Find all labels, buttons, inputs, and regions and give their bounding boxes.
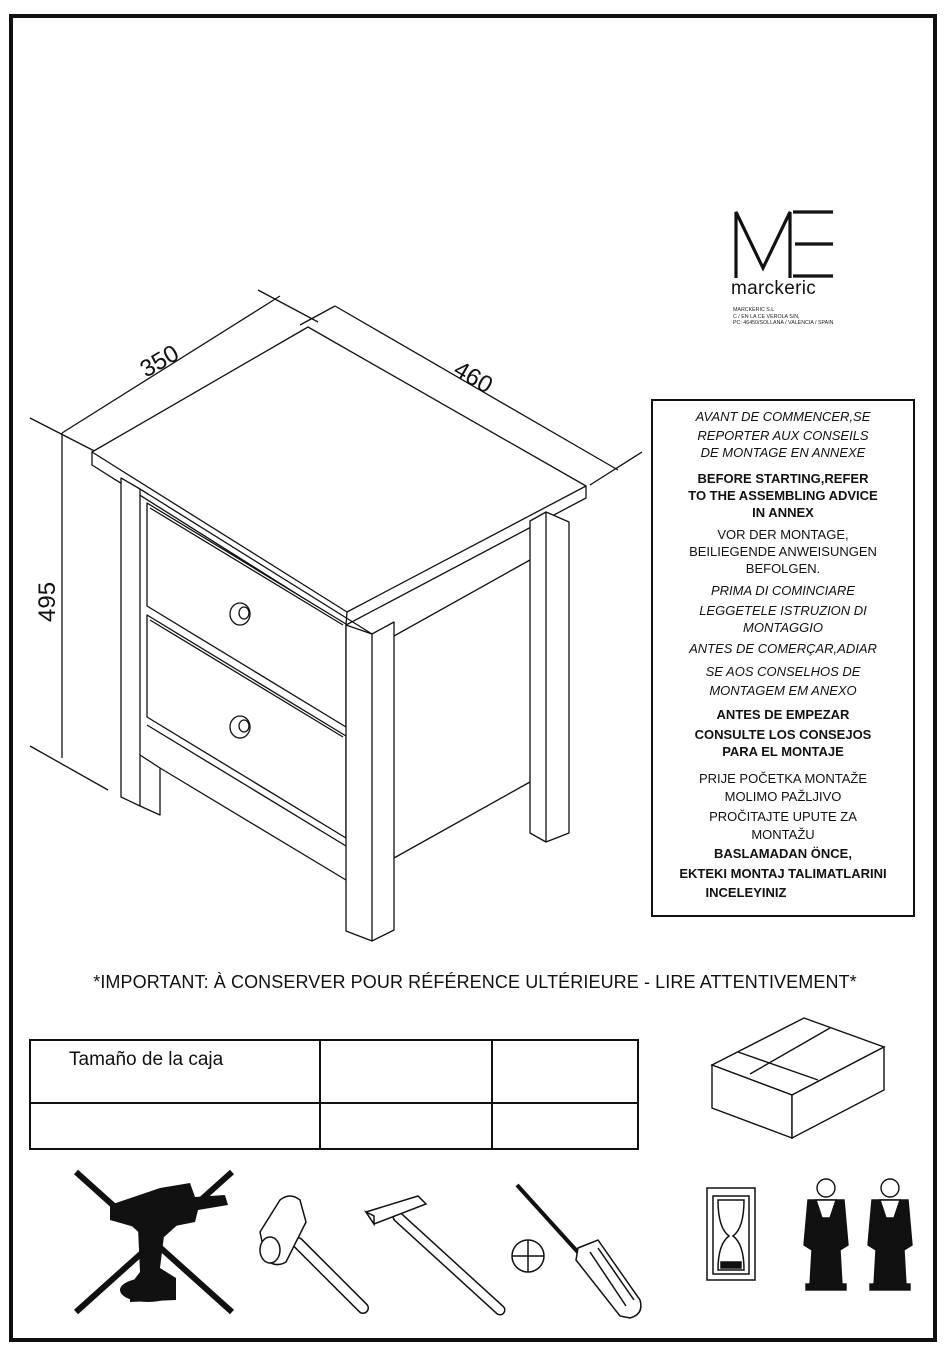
dimension-height: 495 — [34, 581, 61, 622]
hammer-icon — [366, 1196, 500, 1310]
notice-line: TO THE ASSEMBLING ADVICE — [688, 488, 878, 503]
notice-line: VOR DER MONTAGE, — [717, 527, 849, 542]
notice-line: MONTAŽU — [751, 827, 815, 842]
package-box-icon — [712, 1018, 884, 1138]
notice-line: MOLIMO PAŽLJIVO — [724, 789, 842, 804]
address-line: PC: 46450/SOLLANA / VALENCIA / SPAIN — [733, 320, 834, 326]
box-size-cell — [30, 1103, 320, 1149]
notice-line: IN ANNEX — [752, 505, 814, 520]
box-size-cell — [492, 1040, 638, 1103]
notice-line: ANTES DE EMPEZAR — [716, 707, 850, 722]
notice-line: SE AOS CONSELHOS DE — [705, 664, 861, 679]
brand-name: marckeric — [731, 278, 817, 299]
box-size-cell — [320, 1040, 492, 1103]
notice-line: PROČITAJTE UPUTE ZA — [709, 809, 857, 824]
phillips-screwdriver-icon — [512, 1185, 641, 1318]
notice-line: CONSULTE LOS CONSEJOS — [694, 727, 872, 742]
assembly-notice-box — [651, 399, 915, 917]
address-line: MARCKERIC S.L — [733, 307, 775, 313]
drawer-knob-icon — [230, 716, 250, 738]
notice-line: EKTEKI MONTAJ TALIMATLARINI — [679, 866, 887, 881]
notice-line: BEFORE STARTING,REFER — [697, 471, 869, 486]
box-size-table — [29, 1039, 639, 1150]
dimension-width: 460 — [449, 355, 498, 400]
notice-line: PARA EL MONTAJE — [722, 744, 844, 759]
notice-line: PRIMA DI COMINCIARE — [711, 583, 855, 598]
notice-line: MONTAGEM EM ANEXO — [709, 683, 857, 698]
box-size-cell — [320, 1103, 492, 1149]
box-size-cell — [492, 1103, 638, 1149]
box-size-label: Tamaño de la caja — [30, 1040, 320, 1103]
notice-line: ANTES DE COMERÇAR,ADIAR — [689, 641, 877, 656]
notice-line: DE MONTAGE EN ANNEXE — [700, 445, 866, 460]
dimension-depth: 350 — [135, 339, 184, 384]
notice-line: BEILIEGENDE ANWEISUNGEN — [689, 544, 877, 559]
notice-line: LEGGETELE ISTRUZION DI — [699, 603, 867, 618]
notice-line: BASLAMADAN ÖNCE, — [714, 846, 852, 861]
hourglass-icon — [707, 1188, 755, 1280]
address-line: C / EN LA CE VEROLA S/N, — [733, 313, 800, 320]
two-person-assembly-icon — [804, 1179, 912, 1290]
important-note: *IMPORTANT: À CONSERVER POUR RÉFÉRENCE ULTÉRIEURE - LIRE ATTENTIVEMENT* — [93, 972, 857, 992]
rubber-mallet-icon — [260, 1196, 363, 1308]
drawer-knob-icon — [230, 603, 250, 625]
no-power-drill-icon — [76, 1172, 232, 1312]
notice-line: BEFOLGEN. — [745, 561, 821, 576]
notice-line: PRIJE POČETKA MONTAŽE — [698, 771, 868, 786]
notice-line: MONTAGGIO — [743, 620, 823, 635]
notice-line: AVANT DE COMMENCER,SE — [695, 409, 871, 424]
notice-line: INCELEYINIZ — [705, 885, 787, 900]
notice-line: REPORTER AUX CONSEILS — [697, 428, 869, 443]
